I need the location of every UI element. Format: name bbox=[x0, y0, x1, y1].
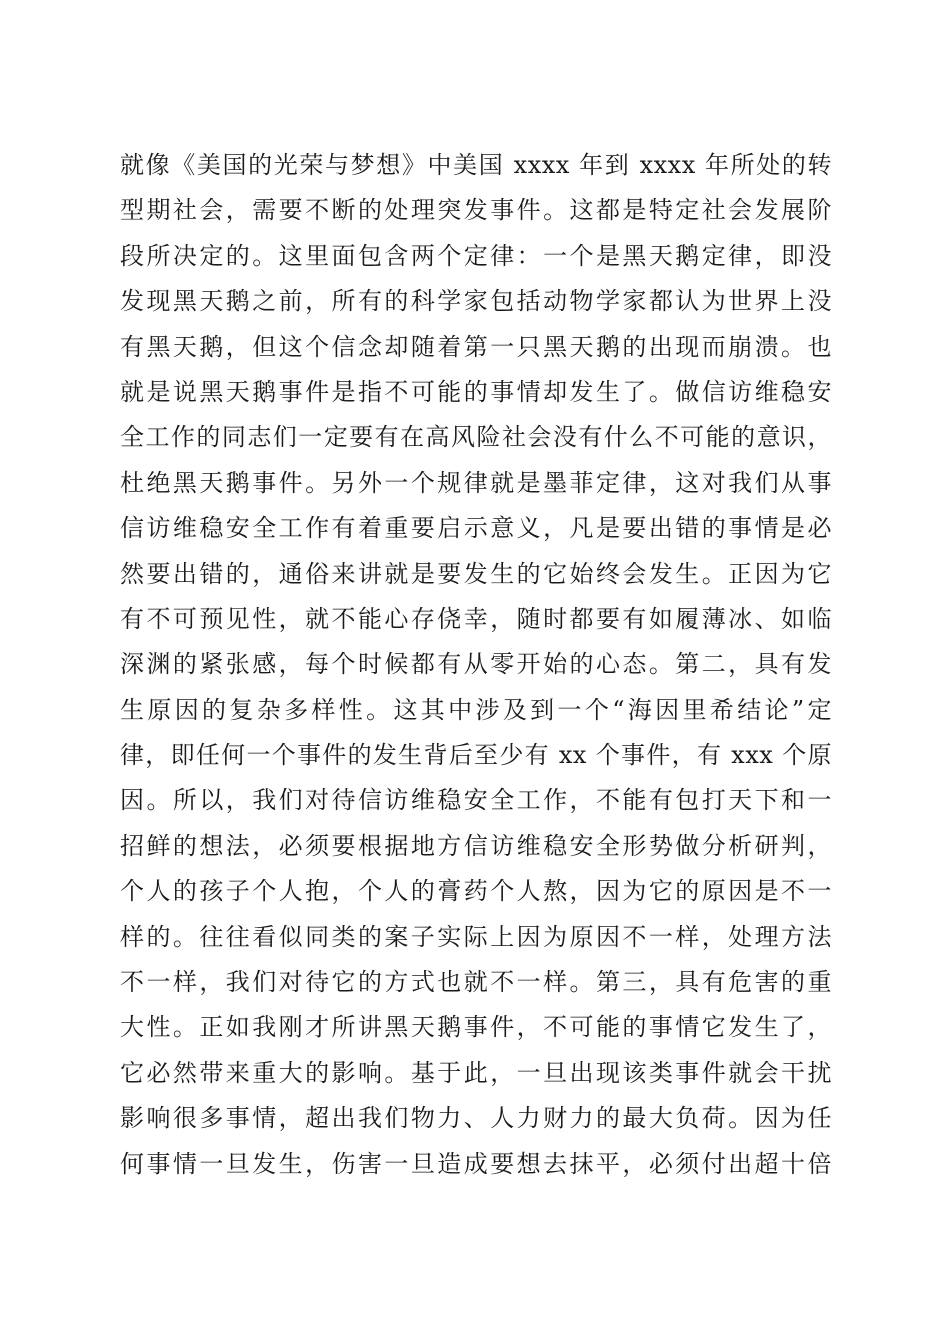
text-line: 深渊的紧张感，每个时候都有从零开始的心态。第二，具有发 bbox=[120, 650, 832, 679]
text-line: 影响很多事情，超出我们物力、人力财力的最大负荷。因为任 bbox=[120, 1104, 832, 1133]
text-line: 个人的孩子个人抱，个人的膏药个人熬，因为它的原因是不一 bbox=[120, 877, 832, 906]
text-line: 段所决定的。这里面包含两个定律：一个是黑天鹅定律，即没 bbox=[120, 241, 832, 270]
text-line: 发现黑天鹅之前，所有的科学家包括动物学家都认为世界上没 bbox=[120, 287, 832, 316]
text-line: 不一样，我们对待它的方式也就不一样。第三，具有危害的重 bbox=[120, 968, 832, 997]
text-line: 它必然带来重大的影响。基于此，一旦出现该类事件就会干扰 bbox=[120, 1058, 832, 1087]
text-line: 生原因的复杂多样性。这其中涉及到一个“海因里希结论”定 bbox=[120, 695, 832, 724]
text-line: 信访维稳安全工作有着重要启示意义，凡是要出错的事情是必 bbox=[120, 514, 832, 543]
text-line: 有黑天鹅，但这个信念却随着第一只黑天鹅的出现而崩溃。也 bbox=[120, 332, 832, 361]
body-paragraph bbox=[120, 143, 832, 1187]
text-line: 全工作的同志们一定要有在高风险社会没有什么不可能的意识， bbox=[120, 423, 832, 452]
text-line: 型期社会，需要不断的处理突发事件。这都是特定社会发展阶 bbox=[120, 196, 832, 225]
text-line: 律，即任何一个事件的发生背后至少有 xx 个事件，有 xxx 个原 bbox=[120, 741, 832, 770]
text-line: 就像《美国的光荣与梦想》中美国 xxxx 年到 xxxx 年所处的转 bbox=[120, 151, 832, 179]
text-line: 何事情一旦发生，伤害一旦造成要想去抹平，必须付出超十倍 bbox=[120, 1149, 832, 1178]
text-line: 就是说黑天鹅事件是指不可能的事情却发生了。做信访维稳安 bbox=[120, 377, 832, 406]
text-line: 因。所以，我们对待信访维稳安全工作，不能有包打天下和一 bbox=[120, 786, 832, 815]
text-line: 然要出错的，通俗来讲就是要发生的它始终会发生。正因为它 bbox=[120, 559, 832, 588]
text-line: 杜绝黑天鹅事件。另外一个规律就是墨菲定律，这对我们从事 bbox=[120, 468, 832, 497]
text-line: 样的。往往看似同类的案子实际上因为原因不一样，处理方法 bbox=[120, 922, 832, 951]
text-line: 招鲜的想法，必须要根据地方信访维稳安全形势做分析研判， bbox=[120, 831, 832, 860]
text-line: 大性。正如我刚才所讲黑天鹅事件，不可能的事情它发生了， bbox=[120, 1013, 832, 1042]
text-line: 有不可预见性，就不能心存侥幸，随时都要有如履薄冰、如临 bbox=[120, 604, 832, 633]
